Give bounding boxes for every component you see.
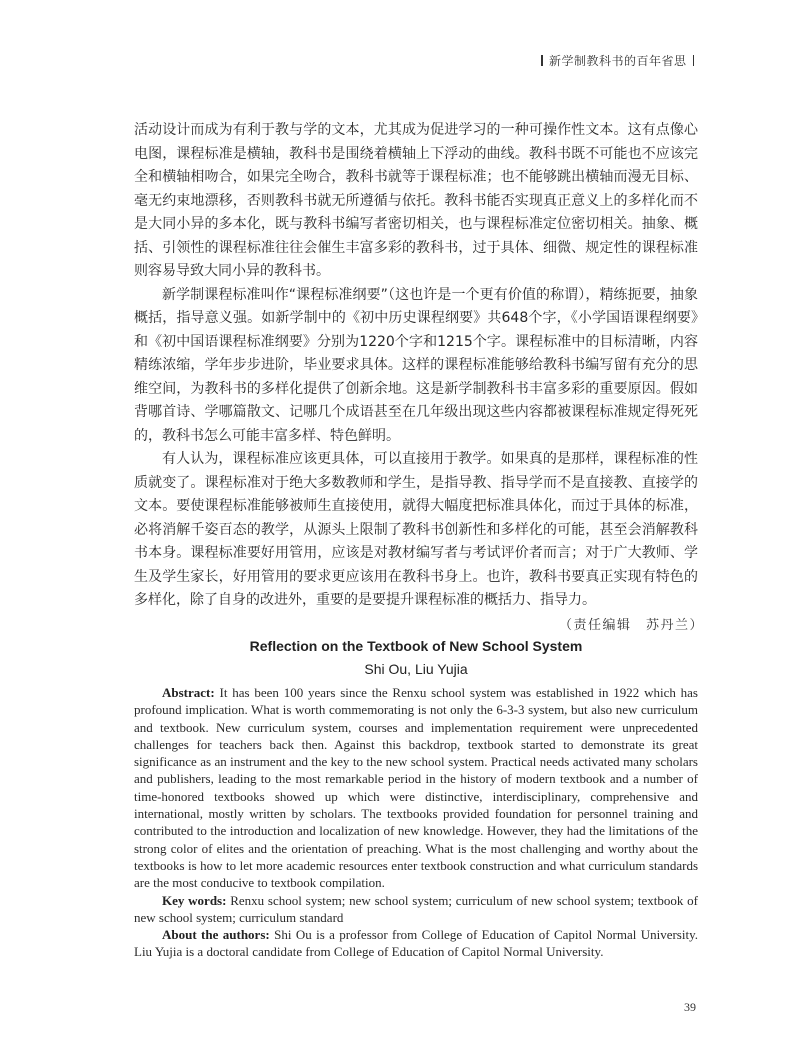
english-abstract-section <box>134 684 698 961</box>
chinese-body-text <box>134 119 698 613</box>
keywords-paragraph <box>134 892 698 927</box>
header-right-bar <box>693 55 695 66</box>
abstract-label: Abstract: <box>162 685 215 700</box>
english-authors: Shi Ou, Liu Yujia <box>364 661 468 677</box>
running-title: 新学制教科书的百年省思 <box>548 54 687 68</box>
header-left-bar <box>541 55 543 66</box>
editor-credit: （责任编辑 苏丹兰） <box>558 618 704 633</box>
abstract-paragraph <box>134 684 698 892</box>
english-title: Reflection on the Textbook of New School System <box>249 638 583 654</box>
cn-paragraph-3: 有人认为，课程标准应该更具体，可以直接用于教学。如果真的是那样，课程标准的性质就变了。课程标准对于绝大多数教师和学生，是指导教、指导学而不是直接教、直接学的文本。要使课程标准能够被师生直接使用，就得大幅度把标准具体化，而过于具体的标准，必将消解千姿百态的教学，从源头上限制了教科书创新性和多样化的可能，甚至会消解教科书本身。课程标准要好用管用，应该是对教材编写者与考试评价者而言；对于广大教师、学生及学生家长，好用管用的要求更应该用在教科书身上。也许，教科书要真正实现有特色的多样化，除了自身的改进外，重要的是要提升课程标准的概括力、指导力。 <box>134 451 698 608</box>
about-authors-label: About the authors: <box>162 927 270 943</box>
about-authors-text: Shi Ou is a professor from College of Education of Capitol Normal University. Liu Yujia is a doctoral candidate from College of Education of Capitol Normal University. <box>134 927 698 960</box>
abstract-text: It has been 100 years since the Renxu school system was established in 1922 which has profound implication. What is worth commemorating is not only the 6-3-3 system, but also new curriculum and textbook. New curriculum system, courses and implementation requirement were unprecedented challenges for teachers back then. Against this backdrop, textbook started to demonstrate its great significance as an instrument and the key to the new school system. Practical needs activated many scholars and publishers, leading to the most remarkable period in the history of modern textbook and a number of time-honored textbooks showed up which were distinctive, interdisciplinary, comprehensive and international, mostly written by scholars. The textbooks provided foundation for personnel training and contributed to the introduction and localization of new knowledge. However, they had the limitations of the strong color of elites and the orientation of preaching. What is the most challenging and worthy about the textbooks is how to let more academic resources enter textbook construction and what curriculum standards are the most conducive to textbook compilation. <box>134 685 698 891</box>
cn-paragraph-2: 新学制课程标准叫作“课程标准纲要”（这也许是一个更有价值的称谓），精练扼要，抽象概括，指导意义强。如新学制中的《初中历史课程纲要》共648个字，《小学国语课程纲要》和《初中国语课程标准纲要》分别为1220个字和1215个字。课程标准中的目标清晰，内容精练浓缩，学年步步进阶，毕业要求具体。这样的课程标准能够给教科书编写留有充分的思维空间，为教科书的多样化提供了创新余地。这是新学制教科书丰富多彩的重要原因。假如背哪首诗、学哪篇散文、记哪几个成语甚至在几年级出现这些内容都被课程标准规定得死死的，教科书怎么可能丰富多样、特色鲜明。 <box>134 286 698 444</box>
cn-paragraph-1: 活动设计而成为有利于教与学的文本，尤其成为促进学习的一种可操作性文本。这有点像心电图，课程标准是横轴，教科书是围绕着横轴上下浮动的曲线。教科书既不可能也不应该完全和横轴相吻合，如果完全吻合，教科书就等于课程标准；也不能够跳出横轴而漫无目标、毫无约束地漂移，否则教科书就无所遵循与依托。教科书能否实现真正意义上的多样化而不是大同小异的多本化，既与教科书编写者密切相关，也与课程标准定位密切相关。抽象、概括、引领性的课程标准往往会催生丰富多彩的教科书，过于具体、细微、规定性的课程标准则容易导致大同小异的教科书。 <box>134 122 698 279</box>
running-header <box>535 52 700 69</box>
keywords-text: Renxu school system; new school system; curriculum of new school system; textbook of new school system; curriculum standard <box>134 892 698 925</box>
about-authors-paragraph <box>134 926 698 961</box>
page-number: 39 <box>684 1000 696 1014</box>
keywords-label: Key words: <box>162 892 227 908</box>
